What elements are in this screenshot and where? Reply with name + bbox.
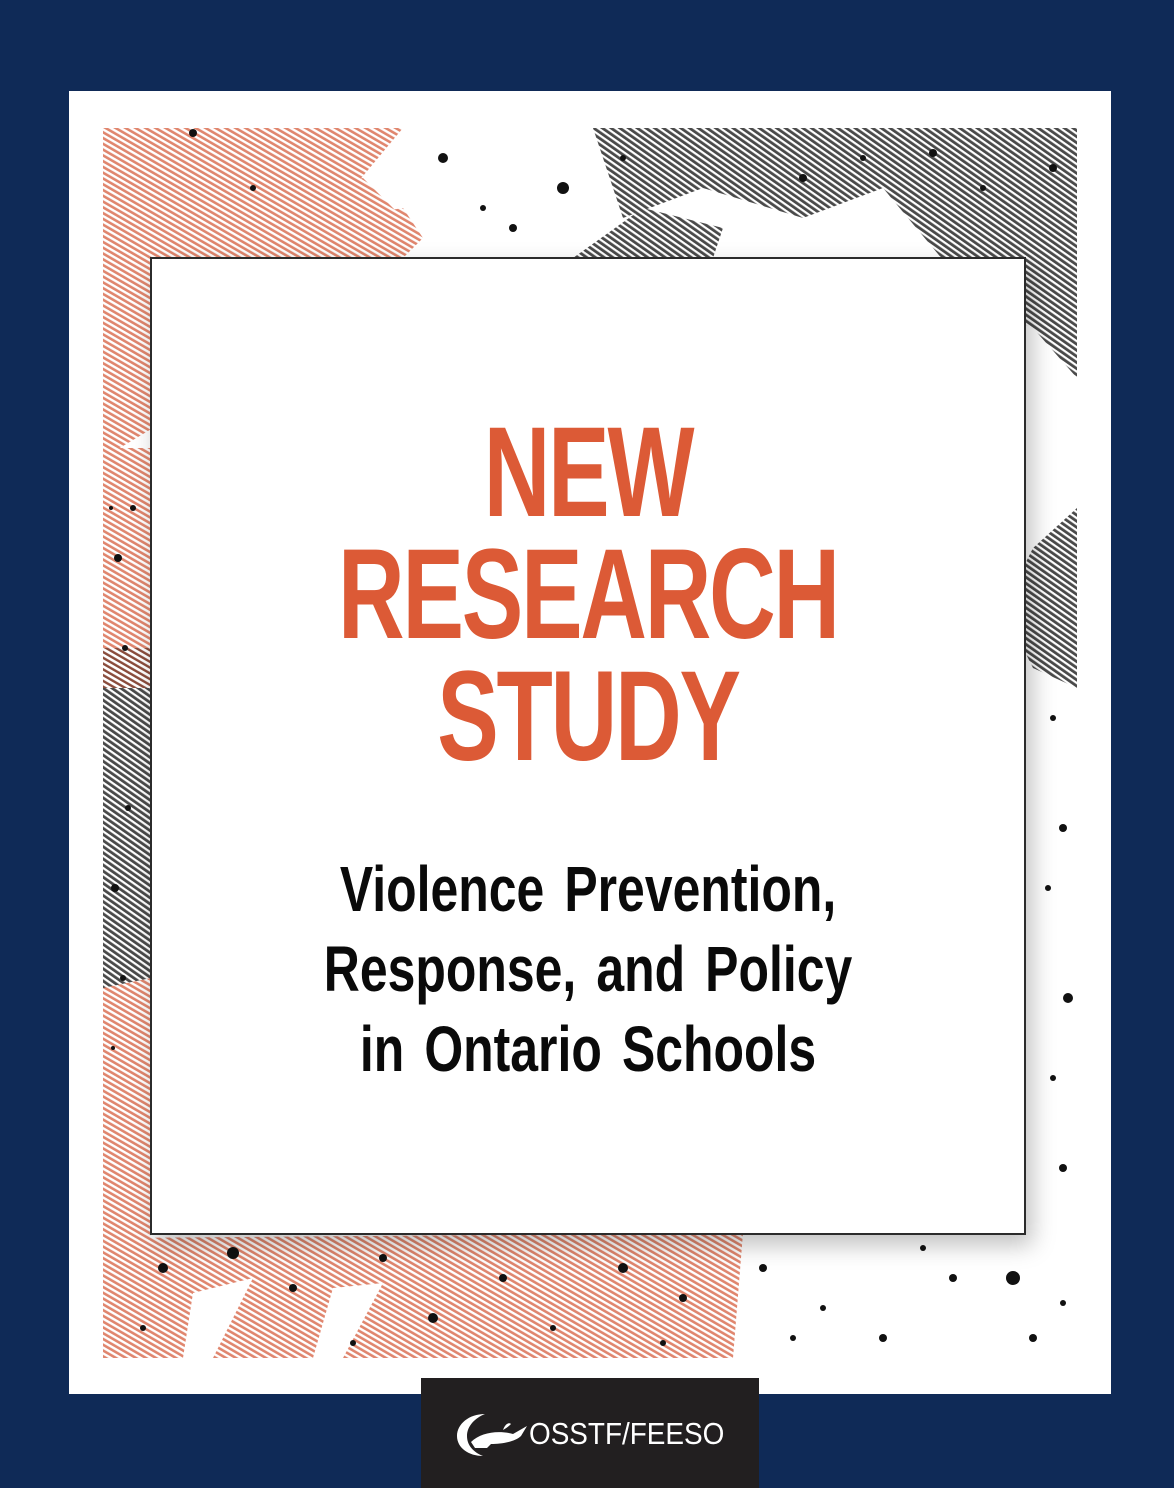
osstf-logo-badge [421,1378,759,1488]
subtitle-line-2: Response, and Policy [323,933,853,1005]
headline [274,401,902,788]
logo-text: OSSTF/FEESO [529,1416,725,1451]
subtitle-line-3: in Ontario Schools [359,1013,817,1085]
subtitle [248,849,928,1089]
headline-line-2: RESEARCH [338,523,838,666]
lamp-logo-icon [451,1408,529,1460]
headline-line-3: STUDY [437,645,739,788]
title-card [150,257,1026,1235]
headline-line-1: NEW [483,401,693,544]
subtitle-line-1: Violence Prevention, [339,853,837,925]
